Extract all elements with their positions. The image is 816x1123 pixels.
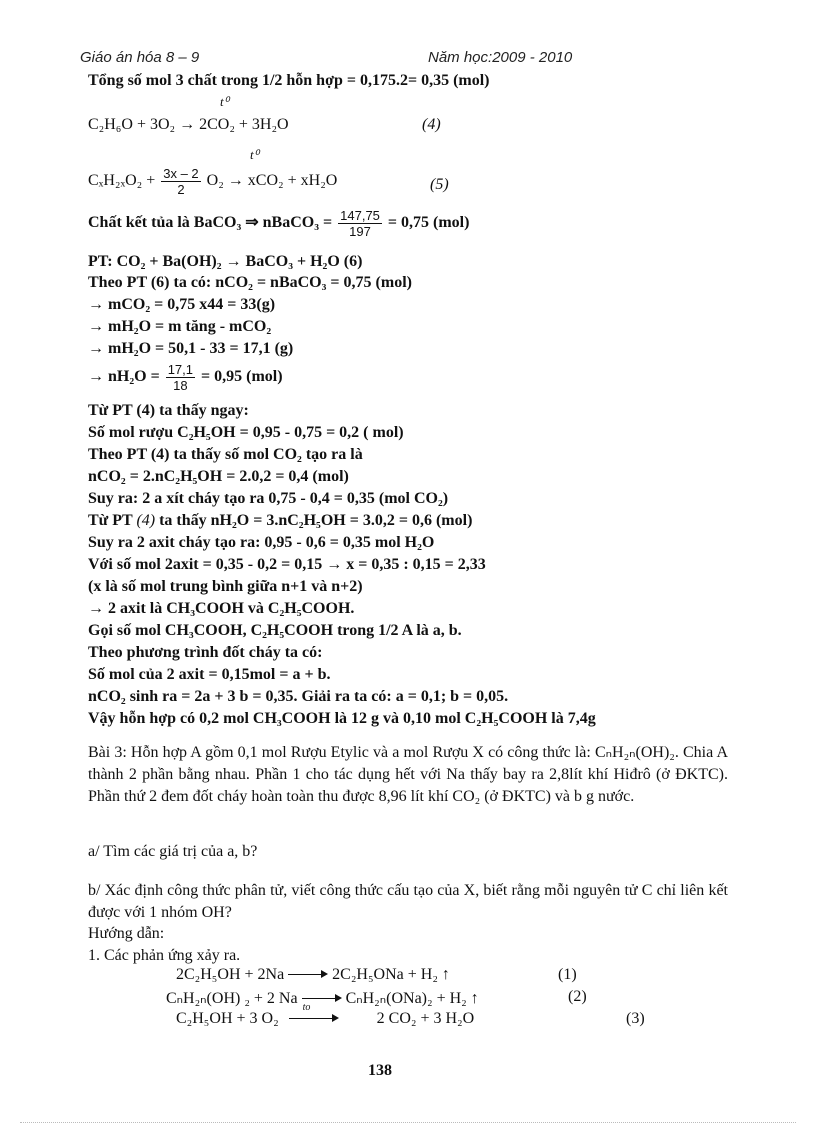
bai3-huong-dan: Hướng dẫn: xyxy=(88,925,165,942)
reaction-1-tag: (1) xyxy=(558,966,577,983)
bai3-question-a: a/ Tìm các giá trị của a, b? xyxy=(88,843,258,860)
precipitate-denominator: 197 xyxy=(349,224,371,239)
equation-5-denominator: 2 xyxy=(177,182,185,197)
reaction-3-arrow-line xyxy=(289,1014,339,1024)
equation-5-fraction xyxy=(161,166,200,197)
equation-5-right: O₂ → xCO₂ + xH₂O xyxy=(206,172,338,190)
equation-6: PT: CO₂ + Ba(OH)₂ → BaCO₃ + H₂O (6) xyxy=(88,253,363,270)
line-vay: Vậy hỗn hợp có 0,2 mol CH₃COOH là 12 g và 0,10 mol C₂H₅COOH là 7,4g xyxy=(88,710,596,727)
reaction-3-tag: (3) xyxy=(626,1010,645,1027)
line-2-axit: → 2 axit là CH₃COOH và C₂H₅COOH. xyxy=(88,600,355,617)
line-mco2: → mCO₂ = 0,75 x44 = 33(g) xyxy=(88,296,276,313)
equation-4-body: C₂H₆O + 3O₂ → 2CO₂ + 3H₂O xyxy=(88,116,289,133)
reaction-2-right: CₙH₂ₙ(ONa)₂ + H₂ ↑ xyxy=(345,990,479,1007)
equation-5-left: CₓH₂ₓO₂ + xyxy=(88,172,156,190)
line-precipitate xyxy=(88,208,469,239)
bai3-question-b: b/ Xác định công thức phân tử, viết công thức cấu tạo của X, biết rằng mỗi nguyên tử C chỉ liên kết được với 1 nhóm OH? xyxy=(88,882,728,921)
nh2o-right: = 0,95 (mol) xyxy=(201,368,283,386)
tu-pt4b-c: ta thấy nH₂O = 3.nC₂H₅OH = 3.0,2 = 0,6 (mol) xyxy=(159,512,473,529)
line-tu-pt4-nh2o xyxy=(88,512,472,530)
reaction-1 xyxy=(176,966,577,984)
line-nco2-sinh-ra: nCO₂ sinh ra = 2a + 3 b = 0,35. Giải ra ta có: a = 0,1; b = 0,05. xyxy=(88,688,509,705)
line-theo-pt6: Theo PT (6) ta có: nCO₂ = nBaCO₃ = 0,75 (mol) xyxy=(88,274,412,291)
reaction-2-left: CₙH₂ₙ(OH) ₂ + 2 Na xyxy=(166,990,298,1007)
nh2o-denominator: 18 xyxy=(173,378,188,393)
line-suy-ra-2: Suy ra 2 axit cháy tạo ra: 0,95 - 0,6 = 0,35 mol H₂O xyxy=(88,534,435,551)
condition-t0-eq5: t⁰ xyxy=(250,147,259,162)
precipitate-left: Chất kết tủa là BaCO₃ ⇒ nBaCO₃ = xyxy=(88,214,333,232)
header-subject: Giáo án hóa 8 – 9 xyxy=(80,49,200,66)
line-tu-pt4: Từ PT (4) ta thấy ngay: xyxy=(88,402,249,419)
line-mh2o-1: → mH₂O = m tăng - mCO₂ xyxy=(88,318,272,335)
equation-4-tag: (4) xyxy=(422,116,441,133)
reaction-3-condition: to xyxy=(302,1002,311,1013)
reaction-1-left: 2C₂H₅OH + 2Na xyxy=(176,966,285,983)
line-x-la: (x là số mol trung bình giữa n+1 và n+2) xyxy=(88,578,363,595)
line-suy-ra-1: Suy ra: 2 a xít cháy tạo ra 0,75 - 0,4 = 0,35 (mol CO₂) xyxy=(88,490,449,507)
reaction-3-arrow xyxy=(289,1002,339,1028)
reaction-1-right: 2C₂H₅ONa + H₂ ↑ xyxy=(332,966,450,983)
line-voi-so-mol: Với số mol 2axit = 0,35 - 0,2 = 0,15 → x = 0,35 : 0,15 = 2,33 xyxy=(88,556,486,573)
nh2o-fraction xyxy=(166,362,195,393)
precipitate-right: = 0,75 (mol) xyxy=(387,214,470,232)
equation-4 xyxy=(88,116,441,134)
equation-5-tag: (5) xyxy=(430,176,449,193)
reaction-2-tag: (2) xyxy=(568,988,587,1005)
reaction-1-arrow xyxy=(288,970,328,980)
reaction-2 xyxy=(166,988,587,1008)
reaction-3 xyxy=(176,1002,645,1028)
tu-pt4b-b: (4) xyxy=(136,512,156,529)
line-so-mol-2-axit: Số mol của 2 axit = 0,15mol = a + b. xyxy=(88,666,331,683)
page-number: 138 xyxy=(368,1062,392,1079)
line-mh2o-2: → mH₂O = 50,1 - 33 = 17,1 (g) xyxy=(88,340,294,357)
tu-pt4b-a: Từ PT xyxy=(88,512,133,529)
line-theo-pt-dot-chay: Theo phương trình đốt cháy ta có: xyxy=(88,644,323,661)
precipitate-numerator: 147,75 xyxy=(340,208,380,223)
bai3-problem: Bài 3: Hỗn hợp A gồm 0,1 mol Rượu Etylic và a mol Rượu X có công thức là: CₙH₂ₙ(OH)₂. Chia A thành 2 phần bằng nhau. Phần 1 cho tác dụng hết với Na thấy bay ra 2,8lít khí Hiđrô (ở ĐKTC). Phần thứ 2 đem đốt cháy hoàn toàn thu được 8,96 lít khí CO₂ (ở ĐKTC) và b g nước. xyxy=(88,744,728,805)
line-theo-pt4: Theo PT (4) ta thấy số mol CO₂ tạo ra là xyxy=(88,446,363,463)
line-so-mol-ruou: Số mol rượu C₂H₅OH = 0,95 - 0,75 = 0,2 ( mol) xyxy=(88,424,404,441)
reaction-3-left: C₂H₅OH + 3 O₂ xyxy=(176,1010,279,1027)
nh2o-left: → nH₂O = xyxy=(88,368,160,386)
line-goi-so-mol: Gọi số mol CH₃COOH, C₂H₅COOH trong 1/2 A là a, b. xyxy=(88,622,462,639)
precipitate-fraction xyxy=(338,208,382,239)
line-total-mol: Tổng số mol 3 chất trong 1/2 hỗn hợp = 0,175.2= 0,35 (mol) xyxy=(88,72,490,89)
condition-t0-eq4: t⁰ xyxy=(220,94,229,109)
bai3-step-1: 1. Các phản ứng xảy ra. xyxy=(88,947,241,964)
equation-5 xyxy=(88,166,449,197)
equation-5-numerator: 3x – 2 xyxy=(163,166,199,181)
nh2o-numerator: 17,1 xyxy=(167,362,194,377)
line-nh2o xyxy=(88,362,283,393)
reaction-3-right: 2 CO₂ + 3 H₂O xyxy=(376,1010,475,1027)
line-nco2: nCO₂ = 2.nC₂H₅OH = 2.0,2 = 0,4 (mol) xyxy=(88,468,349,485)
header-school-year: Năm học:2009 - 2010 xyxy=(428,49,573,66)
